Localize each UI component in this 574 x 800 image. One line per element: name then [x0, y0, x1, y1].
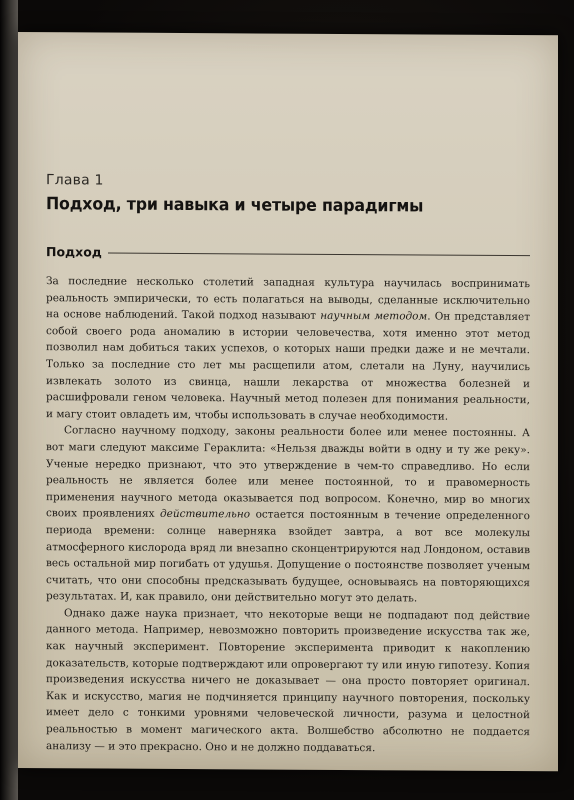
book-page	[18, 32, 558, 771]
paragraph-2-italic: действительно	[159, 508, 251, 521]
paragraph-3-text-a: Однако даже наука признает, что некоторые вещи не подпадают под действие данного метода. Например, невозможно повторить произведение искусства так же, как научный эксперимент. Повторение эксперимента приводит к накоплению доказательств, которые подтверждают или опровергают ту или иную гипотезу. Копия произведения искусства ничего не доказывает — она просто повторяет оригинал. Как и искусство, магия не подчиняется принципу научного повторения, поскольку имеет дело с тонкими уровнями человеческой личности, разума и целостной реальностью в момент магического акта. Волшебство абсолютно не поддается анализу — и это прекрасно. Оно и не должно поддаваться.	[46, 607, 530, 754]
chapter-label: Глава 1	[46, 172, 104, 189]
paragraph-3	[46, 605, 530, 757]
chapter-title: Подход, три навыка и четыре парадигмы	[46, 194, 424, 217]
paragraph-1-italic: научным методом	[320, 310, 428, 323]
paragraph-2-text-a: Согласно научному подходу, законы реальности более или менее постоянны. А вот маги следуют максиме Гераклита: «Нельзя дважды войти в одну и ту же реку». Ученые нередко признают, что это утверждение в чем-то справедливо. Но если реальность не является более или менее постоянной, то и правомерность применения научного метода оказывается под вопросом. Конечно, мир во многих своих проявлениях	[46, 424, 530, 521]
paragraph-1-text-b: . Он представляет собой своего рода аномалию в истории человечества, хотя именно этот метод позволил нам добиться таких успехов, о которых наши предки даже и не мечтали. Только за последние сто лет мы расщепили атом, слетали на Луну, научились извлекать золото из свинца, нашли лекарства от множества болезней и расшифровали геном человека. Научный метод полезен для понимания реальности, и магу стоит овладеть им, чтобы использовать в случае необходимости.	[46, 310, 531, 423]
section-title: Подход	[46, 244, 102, 260]
body-text	[46, 273, 530, 757]
paragraph-2-text-b: остается постоянным в течение определенного периода времени: солнце наверняка взойдет завтра, а вот все молекулы атмосферного кислорода вряд ли внезапно сконцентрируются над Лондоном, оставив весь остальной мир погибать от удушья. Допущение о постоянстве позволяет ученым считать, что они способны предсказывать будущее, основываясь на повторяющихся результатах. И, как правило, они действительно могут это делать.	[46, 508, 530, 605]
page-content	[46, 172, 530, 757]
paragraph-2	[46, 423, 530, 608]
paragraph-1-text-a: За последние несколько столетий западная культура научилась воспринимать реальность эмпирически, то есть полагаться на выводы, сделанные исключительно на основе наблюдений. Такой подход называют	[46, 275, 530, 323]
paragraph-1	[46, 273, 530, 425]
section-heading	[46, 244, 530, 262]
section-rule	[108, 253, 530, 257]
book-spine-edge	[0, 0, 18, 800]
